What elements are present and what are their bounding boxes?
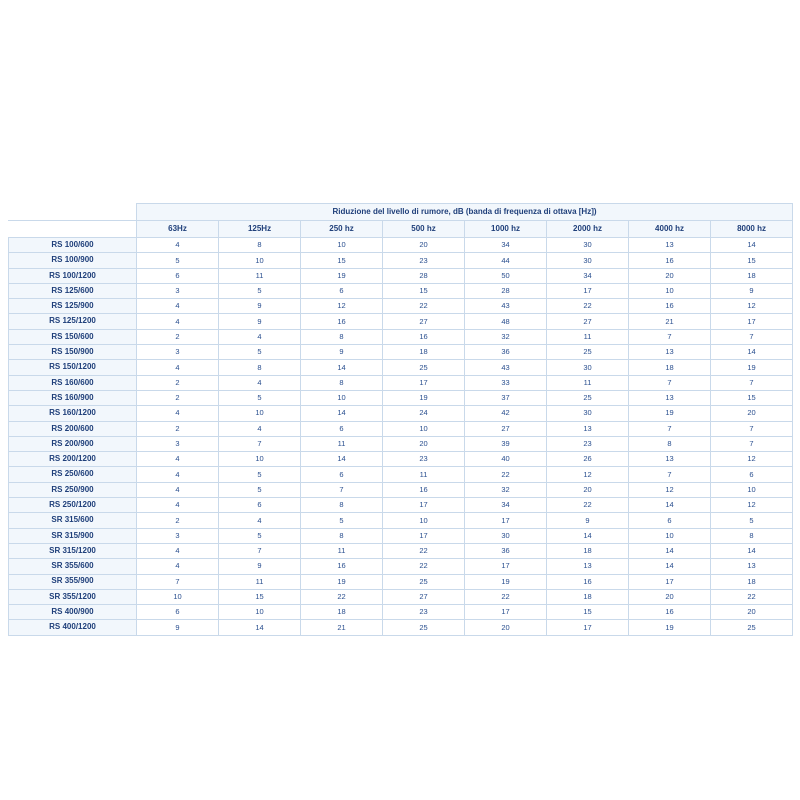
table-cell: 14 <box>711 543 793 558</box>
row-label: RS 125/900 <box>9 299 137 314</box>
table-cell: 21 <box>629 314 711 329</box>
row-label: SR 315/1200 <box>9 543 137 558</box>
table-body <box>9 238 793 636</box>
table-cell: 15 <box>219 589 301 604</box>
table-cell: 15 <box>301 253 383 268</box>
table-row <box>9 528 793 543</box>
table-cell: 10 <box>711 482 793 497</box>
row-label: RS 250/600 <box>9 467 137 482</box>
table-cell: 7 <box>711 329 793 344</box>
table-cell: 2 <box>137 329 219 344</box>
table-cell: 14 <box>219 620 301 635</box>
table-cell: 11 <box>219 268 301 283</box>
table-cell: 25 <box>383 574 465 589</box>
table-cell: 50 <box>465 268 547 283</box>
table-row <box>9 574 793 589</box>
table-row <box>9 589 793 604</box>
table-cell: 16 <box>629 605 711 620</box>
table-row <box>9 482 793 497</box>
table-cell: 7 <box>219 543 301 558</box>
table-row <box>9 620 793 635</box>
table-cell: 30 <box>547 253 629 268</box>
table-cell: 34 <box>547 268 629 283</box>
table-cell: 8 <box>219 360 301 375</box>
column-header-4000hz: 4000 hz <box>629 221 711 238</box>
table-row <box>9 421 793 436</box>
table-cell: 42 <box>465 406 547 421</box>
row-label: RS 200/900 <box>9 436 137 451</box>
table-cell: 16 <box>301 314 383 329</box>
table-cell: 23 <box>383 253 465 268</box>
table-cell: 28 <box>465 283 547 298</box>
table-cell: 12 <box>547 467 629 482</box>
table-cell: 5 <box>219 283 301 298</box>
table-cell: 2 <box>137 390 219 405</box>
table-cell: 2 <box>137 375 219 390</box>
table-cell: 14 <box>301 406 383 421</box>
table-cell: 3 <box>137 436 219 451</box>
row-label: RS 160/900 <box>9 390 137 405</box>
table-cell: 8 <box>629 436 711 451</box>
table-cell: 5 <box>219 390 301 405</box>
table-cell: 23 <box>383 605 465 620</box>
table-cell: 5 <box>219 467 301 482</box>
column-header-8000hz: 8000 hz <box>711 221 793 238</box>
table-cell: 7 <box>629 375 711 390</box>
row-label: RS 150/900 <box>9 345 137 360</box>
table-cell: 22 <box>547 299 629 314</box>
table-cell: 20 <box>383 238 465 253</box>
table-cell: 13 <box>547 421 629 436</box>
table-cell: 20 <box>711 406 793 421</box>
table-cell: 4 <box>137 452 219 467</box>
table-cell: 14 <box>629 498 711 513</box>
table-cell: 21 <box>301 620 383 635</box>
table-head <box>9 204 793 238</box>
table-cell: 11 <box>301 436 383 451</box>
table-cell: 11 <box>301 543 383 558</box>
table-cell: 30 <box>547 406 629 421</box>
table-cell: 7 <box>629 421 711 436</box>
table-cell: 19 <box>629 406 711 421</box>
table-cell: 34 <box>465 238 547 253</box>
table-cell: 2 <box>137 513 219 528</box>
table-cell: 9 <box>301 345 383 360</box>
table-cell: 17 <box>629 574 711 589</box>
table-cell: 27 <box>383 314 465 329</box>
table-row <box>9 283 793 298</box>
table-cell: 48 <box>465 314 547 329</box>
table-cell: 14 <box>711 238 793 253</box>
table-cell: 10 <box>301 238 383 253</box>
table-cell: 4 <box>137 467 219 482</box>
table-row <box>9 513 793 528</box>
table-cell: 16 <box>629 299 711 314</box>
table-cell: 25 <box>383 620 465 635</box>
table-cell: 6 <box>137 268 219 283</box>
table-cell: 10 <box>219 406 301 421</box>
table-cell: 10 <box>219 605 301 620</box>
table-cell: 4 <box>219 513 301 528</box>
table-row <box>9 268 793 283</box>
table-cell: 3 <box>137 283 219 298</box>
table-cell: 34 <box>465 498 547 513</box>
table-row <box>9 406 793 421</box>
table-cell: 4 <box>219 375 301 390</box>
table-cell: 7 <box>629 329 711 344</box>
table-cell: 20 <box>711 605 793 620</box>
row-label: RS 100/900 <box>9 253 137 268</box>
table-row <box>9 329 793 344</box>
table-cell: 33 <box>465 375 547 390</box>
table-cell: 14 <box>301 452 383 467</box>
column-header-125hz: 125Hz <box>219 221 301 238</box>
table-cell: 23 <box>547 436 629 451</box>
table-cell: 17 <box>383 498 465 513</box>
table-cell: 17 <box>465 559 547 574</box>
row-label: SR 315/600 <box>9 513 137 528</box>
table-cell: 8 <box>301 375 383 390</box>
table-cell: 27 <box>383 589 465 604</box>
table-cell: 13 <box>629 345 711 360</box>
table-cell: 36 <box>465 345 547 360</box>
table-cell: 10 <box>137 589 219 604</box>
row-label: RS 250/1200 <box>9 498 137 513</box>
table-cell: 17 <box>711 314 793 329</box>
table-cell: 10 <box>629 528 711 543</box>
table-cell: 4 <box>137 482 219 497</box>
table-cell: 37 <box>465 390 547 405</box>
table-cell: 30 <box>547 360 629 375</box>
table-cell: 4 <box>219 329 301 344</box>
table-cell: 11 <box>547 375 629 390</box>
table-row <box>9 253 793 268</box>
table-cell: 8 <box>219 238 301 253</box>
table-cell: 36 <box>465 543 547 558</box>
table-corner-cell <box>9 204 137 221</box>
table-cell: 30 <box>547 238 629 253</box>
table-cell: 11 <box>547 329 629 344</box>
table-cell: 20 <box>629 268 711 283</box>
table-cell: 8 <box>301 498 383 513</box>
table-cell: 25 <box>547 345 629 360</box>
table-cell: 10 <box>301 390 383 405</box>
row-label: SR 355/1200 <box>9 589 137 604</box>
table-cell: 13 <box>629 390 711 405</box>
table-cell: 7 <box>711 421 793 436</box>
table-cell: 17 <box>383 375 465 390</box>
table-cell: 24 <box>383 406 465 421</box>
table-cell: 3 <box>137 528 219 543</box>
row-label: RS 150/1200 <box>9 360 137 375</box>
table-cell: 27 <box>547 314 629 329</box>
table-cell: 4 <box>137 543 219 558</box>
column-header-63hz: 63Hz <box>137 221 219 238</box>
table-cell: 4 <box>137 314 219 329</box>
row-label: RS 200/1200 <box>9 452 137 467</box>
table-cell: 4 <box>137 299 219 314</box>
table-cell: 10 <box>383 513 465 528</box>
table-cell: 6 <box>301 421 383 436</box>
table-cell: 12 <box>629 482 711 497</box>
table-cell: 20 <box>465 620 547 635</box>
row-label: RS 100/1200 <box>9 268 137 283</box>
table-row <box>9 360 793 375</box>
table-cell: 13 <box>629 452 711 467</box>
table-cell: 16 <box>629 253 711 268</box>
table-cell: 22 <box>383 543 465 558</box>
row-label: SR 315/900 <box>9 528 137 543</box>
table-row <box>9 238 793 253</box>
column-header-500hz: 500 hz <box>383 221 465 238</box>
table-cell: 7 <box>219 436 301 451</box>
table-cell: 39 <box>465 436 547 451</box>
table-cell: 10 <box>629 283 711 298</box>
table-cell: 9 <box>219 314 301 329</box>
table-cell: 14 <box>711 345 793 360</box>
table-cell: 5 <box>137 253 219 268</box>
table-row <box>9 452 793 467</box>
table-cell: 8 <box>711 528 793 543</box>
table-row <box>9 314 793 329</box>
table-cell: 12 <box>711 498 793 513</box>
table-cell: 13 <box>629 238 711 253</box>
table-cell: 10 <box>219 253 301 268</box>
table-cell: 10 <box>383 421 465 436</box>
table-cell: 7 <box>137 574 219 589</box>
table-cell: 4 <box>137 498 219 513</box>
table-cell: 25 <box>711 620 793 635</box>
table-cell: 25 <box>547 390 629 405</box>
table-cell: 16 <box>383 482 465 497</box>
row-label: RS 125/1200 <box>9 314 137 329</box>
table-cell: 5 <box>219 482 301 497</box>
table-cell: 15 <box>711 390 793 405</box>
noise-reduction-table <box>8 203 793 636</box>
table-cell: 19 <box>711 360 793 375</box>
table-cell: 27 <box>465 421 547 436</box>
column-header-2000hz: 2000 hz <box>547 221 629 238</box>
table-cell: 5 <box>301 513 383 528</box>
table-cell: 6 <box>301 467 383 482</box>
row-label: RS 200/600 <box>9 421 137 436</box>
table-row <box>9 299 793 314</box>
table-cell: 40 <box>465 452 547 467</box>
table-cell: 4 <box>137 360 219 375</box>
table-cell: 7 <box>629 467 711 482</box>
table-cell: 7 <box>711 436 793 451</box>
table-cell: 8 <box>301 528 383 543</box>
table-cell: 26 <box>547 452 629 467</box>
table-cell: 20 <box>547 482 629 497</box>
table-cell: 9 <box>219 299 301 314</box>
column-header-1000hz: 1000 hz <box>465 221 547 238</box>
row-label: SR 355/600 <box>9 559 137 574</box>
table-cell: 4 <box>137 238 219 253</box>
table-cell: 15 <box>547 605 629 620</box>
table-cell: 18 <box>547 589 629 604</box>
table-cell: 4 <box>137 559 219 574</box>
table-cell: 25 <box>383 360 465 375</box>
table-cell: 23 <box>383 452 465 467</box>
table-cell: 43 <box>465 299 547 314</box>
table-cell: 17 <box>547 620 629 635</box>
table-cell: 4 <box>137 406 219 421</box>
table-cell: 14 <box>547 528 629 543</box>
table-cell: 19 <box>629 620 711 635</box>
table-cell: 9 <box>219 559 301 574</box>
table-cell: 5 <box>219 528 301 543</box>
table-cell: 9 <box>137 620 219 635</box>
table-cell: 12 <box>711 299 793 314</box>
table-cell: 9 <box>711 283 793 298</box>
table-row <box>9 498 793 513</box>
table-cell: 22 <box>711 589 793 604</box>
table-cell: 12 <box>711 452 793 467</box>
table-cell: 30 <box>465 528 547 543</box>
row-label: SR 355/900 <box>9 574 137 589</box>
row-label: RS 160/600 <box>9 375 137 390</box>
row-label: RS 400/1200 <box>9 620 137 635</box>
table-group-header: Riduzione del livello di rumore, dB (banda di frequenza di ottava [Hz]) <box>137 204 793 221</box>
table-row <box>9 390 793 405</box>
table-cell: 18 <box>711 574 793 589</box>
column-header-250hz: 250 hz <box>301 221 383 238</box>
table-cell: 20 <box>629 589 711 604</box>
table-cell: 17 <box>465 605 547 620</box>
table-cell: 15 <box>711 253 793 268</box>
table-cell: 15 <box>383 283 465 298</box>
table-cell: 22 <box>383 299 465 314</box>
table-cell: 22 <box>383 559 465 574</box>
table-cell: 11 <box>219 574 301 589</box>
table-cell: 11 <box>383 467 465 482</box>
table-cell: 18 <box>629 360 711 375</box>
table-cell: 22 <box>301 589 383 604</box>
table-cell: 6 <box>137 605 219 620</box>
noise-reduction-table-wrapper <box>8 203 792 636</box>
table-cell: 14 <box>629 543 711 558</box>
table-cell: 16 <box>383 329 465 344</box>
table-cell: 2 <box>137 421 219 436</box>
row-label: RS 250/900 <box>9 482 137 497</box>
table-row <box>9 543 793 558</box>
table-cell: 16 <box>547 574 629 589</box>
table-cell: 6 <box>629 513 711 528</box>
table-cell: 17 <box>465 513 547 528</box>
table-cell: 20 <box>383 436 465 451</box>
table-cell: 17 <box>547 283 629 298</box>
table-cell: 8 <box>301 329 383 344</box>
table-cell: 17 <box>383 528 465 543</box>
table-cell: 19 <box>383 390 465 405</box>
row-label: RS 400/900 <box>9 605 137 620</box>
row-label: RS 150/600 <box>9 329 137 344</box>
table-cell: 4 <box>219 421 301 436</box>
table-cell: 43 <box>465 360 547 375</box>
table-cell: 32 <box>465 329 547 344</box>
table-cell: 18 <box>547 543 629 558</box>
table-cell: 5 <box>219 345 301 360</box>
table-cell: 12 <box>301 299 383 314</box>
table-cell: 13 <box>547 559 629 574</box>
table-cell: 10 <box>219 452 301 467</box>
table-cell: 18 <box>383 345 465 360</box>
table-cell: 19 <box>301 574 383 589</box>
table-cell: 6 <box>301 283 383 298</box>
table-cell: 16 <box>301 559 383 574</box>
row-label: RS 160/1200 <box>9 406 137 421</box>
table-group-header-row <box>9 204 793 221</box>
table-row <box>9 605 793 620</box>
table-cell: 19 <box>465 574 547 589</box>
table-cell: 14 <box>629 559 711 574</box>
table-row <box>9 375 793 390</box>
table-corner-cell-2 <box>9 221 137 238</box>
table-cell: 22 <box>465 467 547 482</box>
table-row <box>9 345 793 360</box>
table-row <box>9 467 793 482</box>
table-cell: 14 <box>301 360 383 375</box>
table-cell: 13 <box>711 559 793 574</box>
table-cell: 32 <box>465 482 547 497</box>
row-label: RS 100/600 <box>9 238 137 253</box>
table-cell: 28 <box>383 268 465 283</box>
row-label: RS 125/600 <box>9 283 137 298</box>
table-cell: 7 <box>301 482 383 497</box>
table-cell: 22 <box>547 498 629 513</box>
table-cell: 6 <box>219 498 301 513</box>
table-cell: 5 <box>711 513 793 528</box>
table-cell: 19 <box>301 268 383 283</box>
table-cell: 7 <box>711 375 793 390</box>
table-row <box>9 436 793 451</box>
table-cell: 18 <box>301 605 383 620</box>
table-cell: 44 <box>465 253 547 268</box>
table-cell: 3 <box>137 345 219 360</box>
table-cell: 18 <box>711 268 793 283</box>
table-column-header-row <box>9 221 793 238</box>
table-cell: 22 <box>465 589 547 604</box>
table-cell: 9 <box>547 513 629 528</box>
table-row <box>9 559 793 574</box>
table-cell: 6 <box>711 467 793 482</box>
